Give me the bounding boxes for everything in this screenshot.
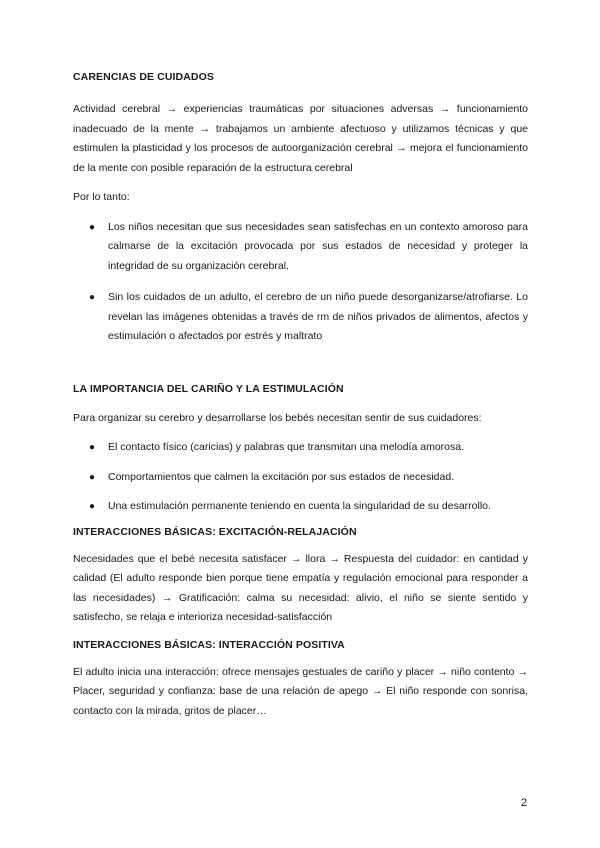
paragraph-por-lo-tanto: Por lo tanto: bbox=[73, 191, 130, 203]
bullet-text: Los niños necesitan que sus necesidades sean satisfechas en un contexto amoroso para calmarse de la excitación provocada por sus estados de necesidad y proteger la integridad de su organización cerebral. bbox=[108, 220, 528, 272]
bullet-text: Una estimulación permanente teniendo en cuenta la singularidad de su desarrollo. bbox=[108, 500, 491, 512]
paragraph-adulto-inicia: El adulto inicia una interacción: ofrece mensajes gestuales de cariño y placer → niño contento → Placer, seguridad y confianza: base de una relación de apego → El niño responde con sonrisa, contacto con la mirada, gritos de placer… bbox=[73, 665, 528, 717]
bullet-item bbox=[73, 218, 528, 277]
bullet-text: Sin los cuidados de un adulto, el cerebro de un niño puede desorganizarse/atrofiarse. Lo revelan las imágenes obtenidas a través de rm de niños privados de alimentos, afectos y estimulación o afectados por estrés y maltrato bbox=[108, 291, 528, 342]
bullet-dot-icon: ● bbox=[89, 221, 96, 233]
bullet-dot-icon: ● bbox=[89, 442, 96, 453]
section-title-excitacion-relajacion: INTERACCIONES BÁSICAS: EXCITACIÓN-RELAJACIÓN bbox=[73, 525, 357, 538]
bullet-list-carencias bbox=[73, 218, 528, 347]
bullet-dot-icon: ● bbox=[89, 471, 96, 483]
bullet-item bbox=[73, 468, 528, 488]
page-number: 2 bbox=[520, 797, 527, 809]
paragraph-para-organizar: Para organizar su cerebro y desarrollarse los bebés necesitan sentir de sus cuidadores: bbox=[73, 411, 482, 424]
bullet-item bbox=[73, 288, 528, 347]
section-title-interaccion-positiva: INTERACCIONES BÁSICAS: INTERACCIÓN POSITIVA bbox=[73, 638, 345, 651]
paragraph-actividad-cerebral: Actividad cerebral → experiencias traumáticas por situaciones adversas → funcionamiento inadecuado de la mente → trabajamos un ambiente afectuoso y utilizamos técnicas y que estimulen la plasticidad y los procesos de autoorganización cerebral → mejora el funcionamiento de la mente con posible reparación de la estructura cerebral bbox=[73, 103, 528, 174]
bullet-list-importancia bbox=[73, 438, 528, 517]
bullet-dot-icon: ● bbox=[89, 501, 96, 512]
page-content bbox=[73, 70, 528, 721]
bullet-text: El contacto físico (caricias) y palabras que transmitan una melodía amorosa. bbox=[108, 441, 465, 453]
section-title-carencias: CARENCIAS DE CUIDADOS bbox=[73, 71, 214, 83]
bullet-item bbox=[73, 497, 528, 517]
section-title-importancia: LA IMPORTANCIA DEL CARIÑO Y LA ESTIMULACIÓN bbox=[73, 382, 344, 395]
paragraph-necesidades: Necesidades que el bebé necesita satisfacer → llora → Respuesta del cuidador: en cantidad y calidad (El adulto responde bien porque tiene empatía y regulación emocional para responder a las necesidades) → Gratificación: calma su necesidad: alivio, el niño se siente sentido y satisfecho, se relaja e interioriza necesidad-satisfacción bbox=[73, 552, 528, 623]
bullet-dot-icon: ● bbox=[89, 292, 96, 303]
bullet-text: Comportamientos que calmen la excitación por sus estados de necesidad. bbox=[108, 470, 455, 483]
bullet-item bbox=[73, 438, 528, 458]
